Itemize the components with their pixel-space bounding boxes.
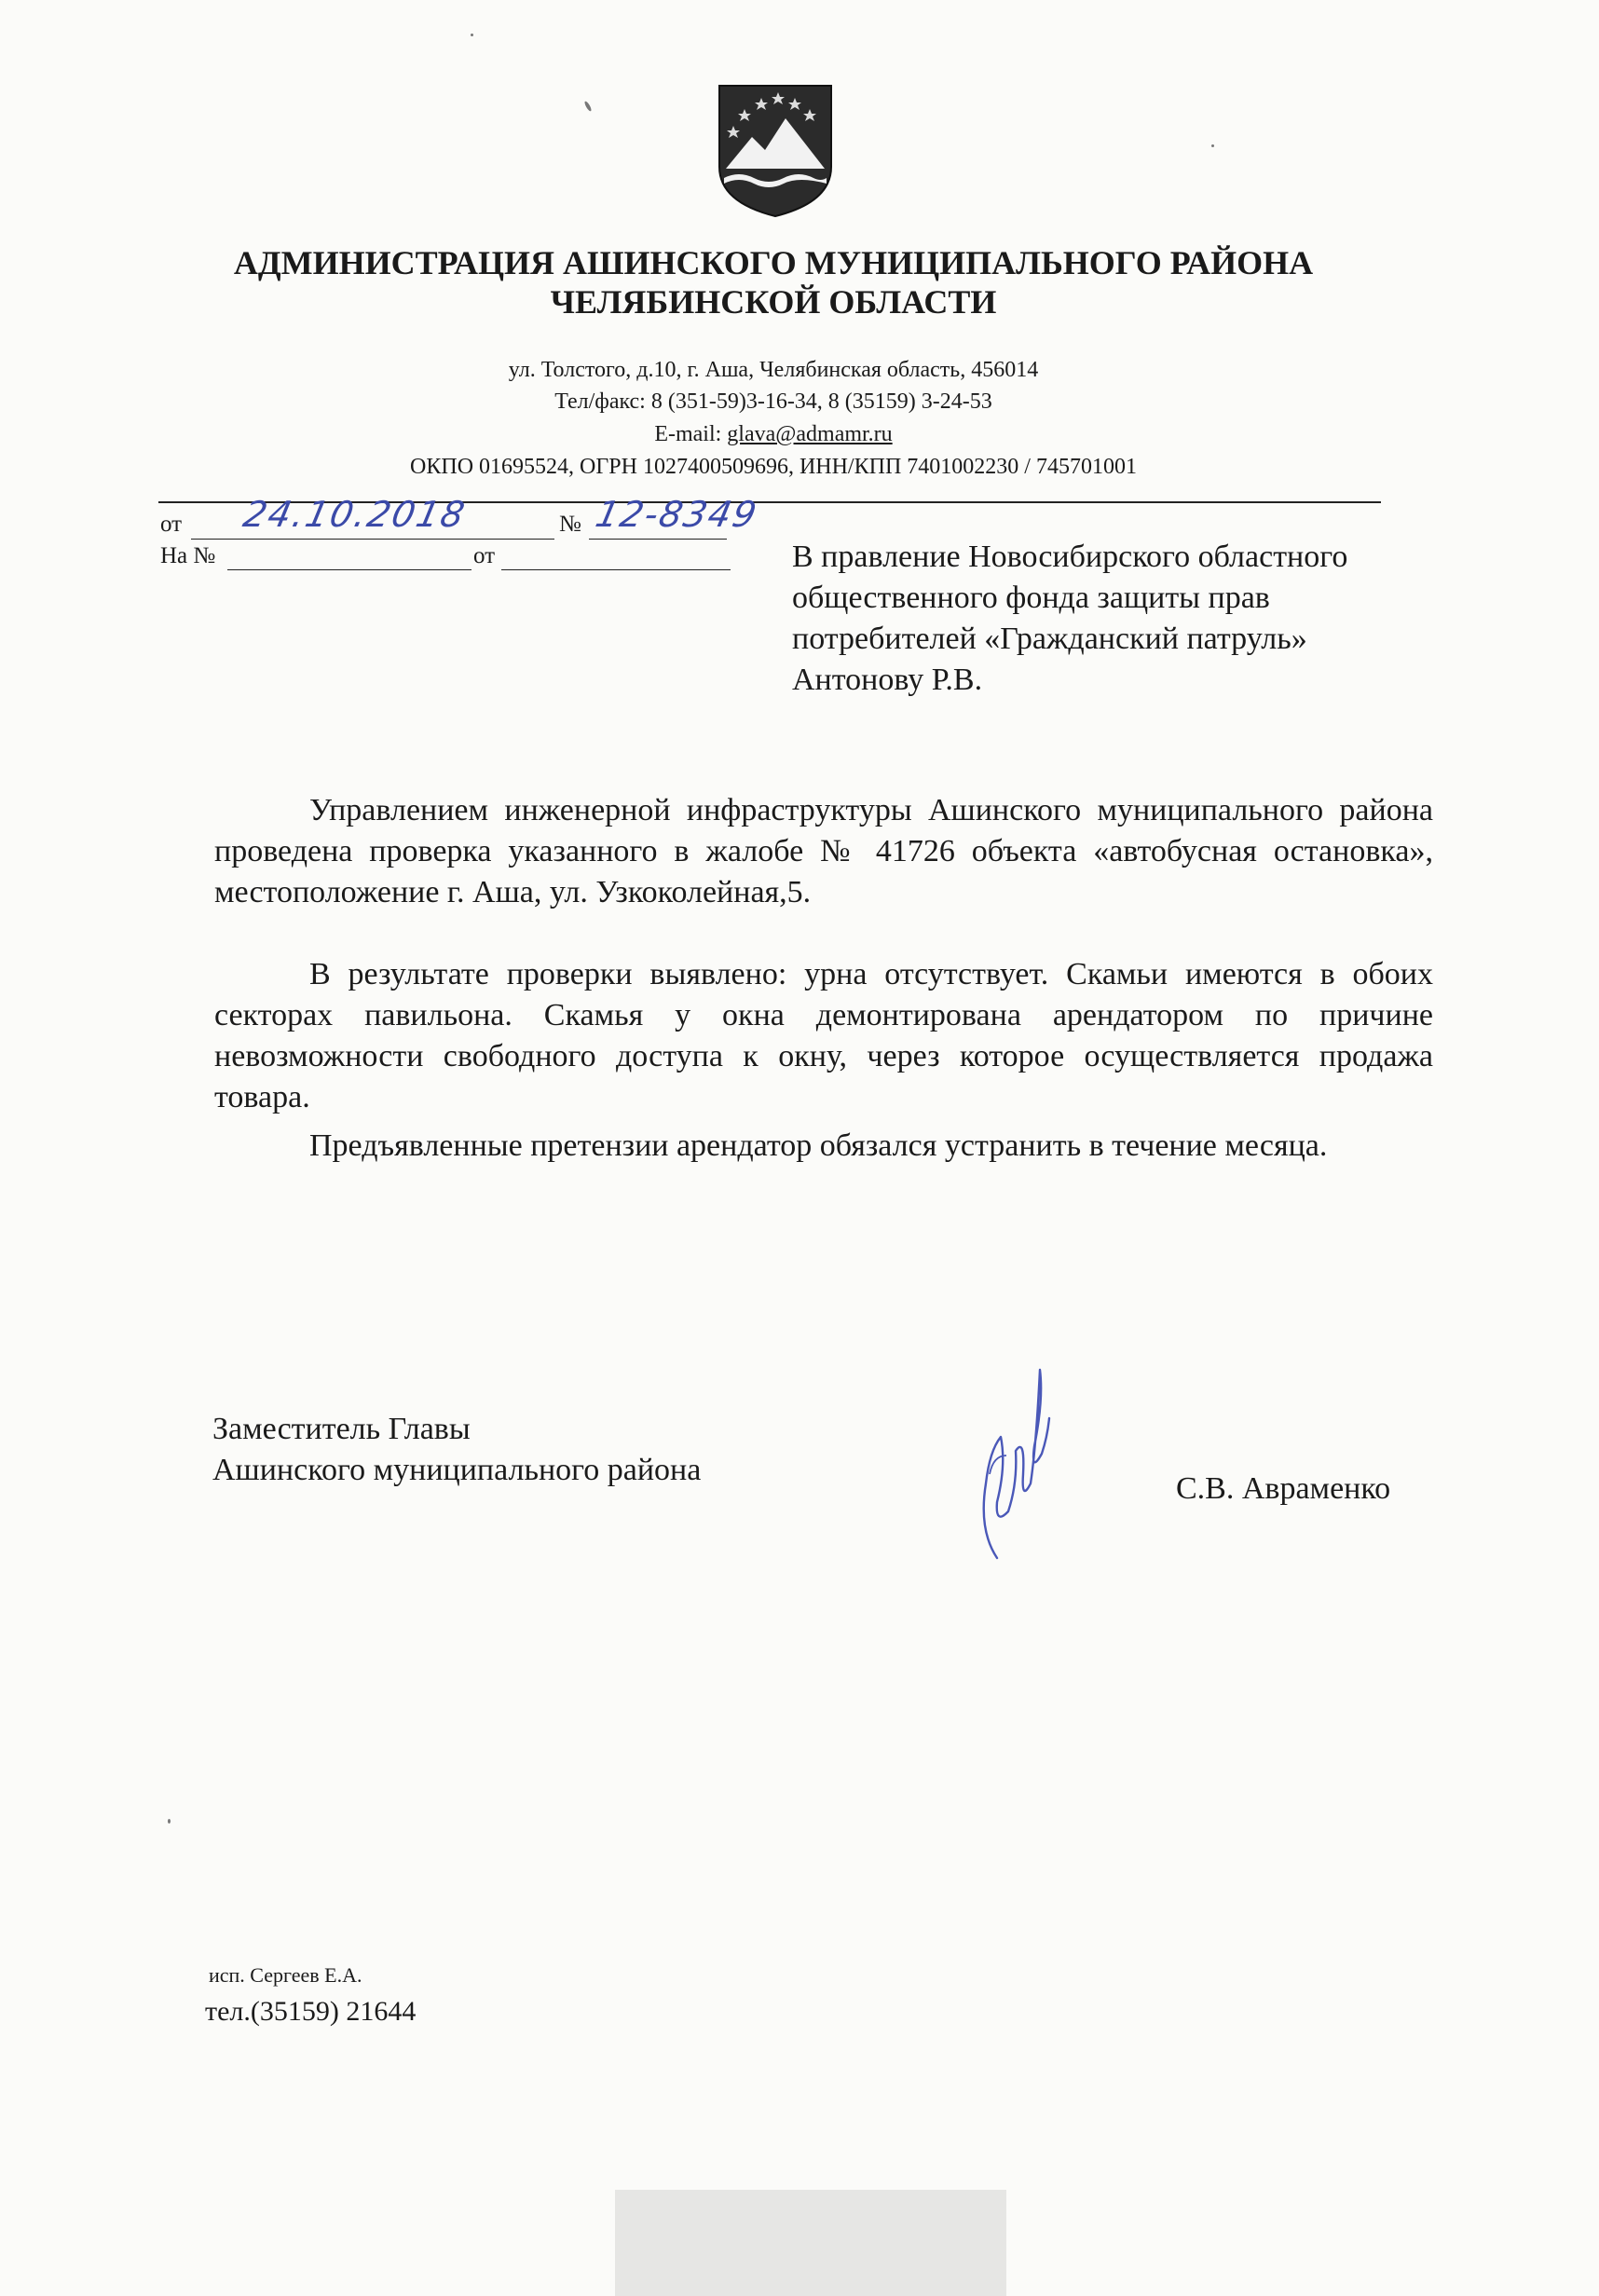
incoming-date-line [501,569,731,570]
addressee-line: потребителей «Гражданский патруль» [792,622,1307,656]
scan-speck [1211,144,1214,147]
signatory-title: Заместитель Главы Ашинского муниципального района [212,1412,702,1487]
coat-of-arms-emblem [717,83,834,219]
body-paragraph-3: Предъявленные претензии арендатор обязался устранить в течение месяца. [309,1128,1328,1163]
outgoing-date-line [191,539,554,540]
scan-speck [583,101,592,112]
addressee-block [792,537,1463,701]
scan-speck [168,1819,171,1824]
executor-phone: тел.(35159) 21644 [205,1996,417,2027]
organization-email [0,418,1547,450]
body-paragraph-2: В результате проверки выявлено: урна отсутствует. Скамьи имеются в обоих секторах павильона. Скамья у окна демонтирована арендатором по причине невозможности свободного доступа к окну, через которое осуществляется продажа товара. [214,957,1433,1114]
organization-codes: ОКПО 01695524, ОГРН 1027400509696, ИНН/КПП 7401002230 / 745701001 [410,455,1137,479]
body-paragraph-1: Управлением инженерной инфраструктуры Ашинского муниципального района проведена проверка указанного в жалобе № 41726 объекта «автобусная остановка», местоположение г. Аша, ул. Узкоколейная,5. [214,793,1433,909]
handwritten-signature [969,1362,1053,1567]
executor-name: исп. Сергеев Е.А. [209,1963,362,1987]
outgoing-date-handwritten: 24.10.2018 [239,494,471,535]
organization-address: ул. Толстого, д.10, г. Аша, Челябинская область, 456014 [508,358,1039,382]
outgoing-number-label: № [559,512,581,537]
outgoing-date-label: от [160,512,183,537]
email-link[interactable]: glava@admamr.ru [727,422,893,446]
incoming-ref-label: На № [160,543,216,568]
outgoing-number-line [589,539,727,540]
email-label: E-mail: [654,422,728,446]
addressee-line: общественного фонда защиты прав [792,581,1270,615]
signatory-name: С.В. Авраменко [1176,1471,1391,1506]
incoming-date-label: от [473,543,496,568]
addressee-line: В правление Новосибирского областного [792,540,1348,574]
organization-region: ЧЕЛЯБИНСКОЙ ОБЛАСТИ [550,283,997,321]
incoming-ref-line [227,569,472,570]
scan-edge-artifact [615,2190,1006,2296]
scan-speck [471,34,473,36]
organization-title: АДМИНИСТРАЦИЯ АШИНСКОГО МУНИЦИПАЛЬНОГО РАЙОНА [233,244,1314,281]
organization-phones: Тел/факс: 8 (351-59)3-16-34, 8 (35159) 3-24-53 [554,390,992,414]
addressee-name: Антонову Р.В. [792,663,983,697]
outgoing-number-handwritten: 12-8349 [592,494,762,535]
